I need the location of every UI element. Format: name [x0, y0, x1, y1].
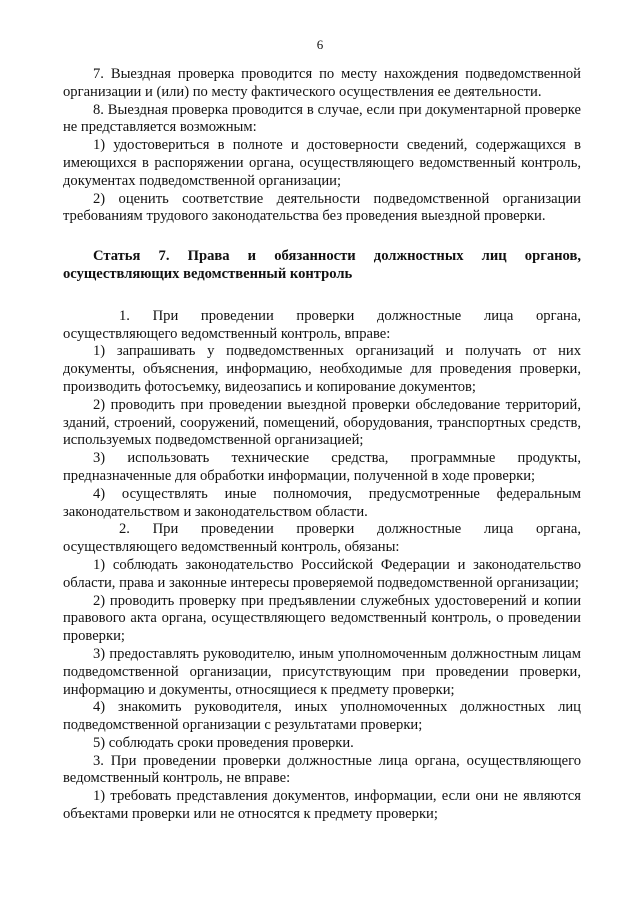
paragraph: 3. При проведении проверки должностные лица органа, осуществляющего ведомственный контроль, не вправе: [63, 752, 581, 787]
paragraph: 4) знакомить руководителя, иных уполномоченных должностных лиц подведомственной организации с результатами проверки; [63, 699, 581, 734]
paragraph: 1) соблюдать законодательство Российской Федерации и законодательство области, права и законные интересы проверяемой подведомственной организации; [63, 556, 581, 591]
paragraph: 1) требовать представления документов, информации, если они не являются объектами проверки или не относятся к предмету проверки; [63, 788, 581, 823]
paragraph: 5) соблюдать сроки проведения проверки. [93, 734, 354, 751]
page-number: 6 [316, 37, 324, 52]
article-heading: Статья 7. Права и обязанности должностных лиц органов, осуществляющих ведомственный контроль [63, 248, 581, 282]
document-body [63, 66, 581, 824]
paragraph: 4) осуществлять иные полномочия, предусмотренные федеральным законодательством и законодательством области. [63, 485, 581, 520]
paragraph: 2) проводить проверку при предъявлении служебных удостоверений и копии правового акта органа, осуществляющего ведомственный контроль, о проведении проверки; [63, 592, 581, 645]
paragraph: 3) предоставлять руководителю, иным уполномоченным должностным лицам подведомственной организации, присутствующим при проведении проверки, информацию и документы, относящиеся к предмету проверки; [63, 645, 581, 698]
paragraph: 7. Выездная проверка проводится по месту нахождения подведомственной организации и (или) по месту фактического осуществления ее деятельности. [63, 66, 581, 100]
paragraph: 1) удостовериться в полноте и достоверности сведений, содержащихся в имеющихся в распоряжении органа, осуществляющего ведомственный контроль, документах подведомственной организации; [63, 137, 581, 189]
paragraph: 1) запрашивать у подведомственных организаций и получать от них документы, объяснения, информацию, необходимые для проведения проверки, производить фотосъемку, видеозапись и копирование документов; [63, 343, 581, 395]
paragraph: 2. При проведении проверки должностные лица органа, осуществляющего ведомственный контроль, обязаны: [63, 521, 581, 556]
paragraph: 2) проводить при проведении выездной проверки обследование территорий, зданий, строений, сооружений, помещений, оборудования, транспортных средств, используемых подведомственной организацией; [63, 396, 581, 449]
paragraph: 1. При проведении проверки должностные лица органа, осуществляющего ведомственный контроль, вправе: [63, 307, 581, 342]
paragraph: 8. Выездная проверка проводится в случае, если при документарной проверке не представляется возможным: [63, 101, 581, 136]
paragraph: 3) использовать технические средства, программные продукты, предназначенные для обработки информации, полученной в ходе проверки; [63, 450, 581, 484]
paragraph: 2) оценить соответствие деятельности подведомственной организации требованиям трудового законодательства без проведения выездной проверки. [63, 190, 581, 225]
